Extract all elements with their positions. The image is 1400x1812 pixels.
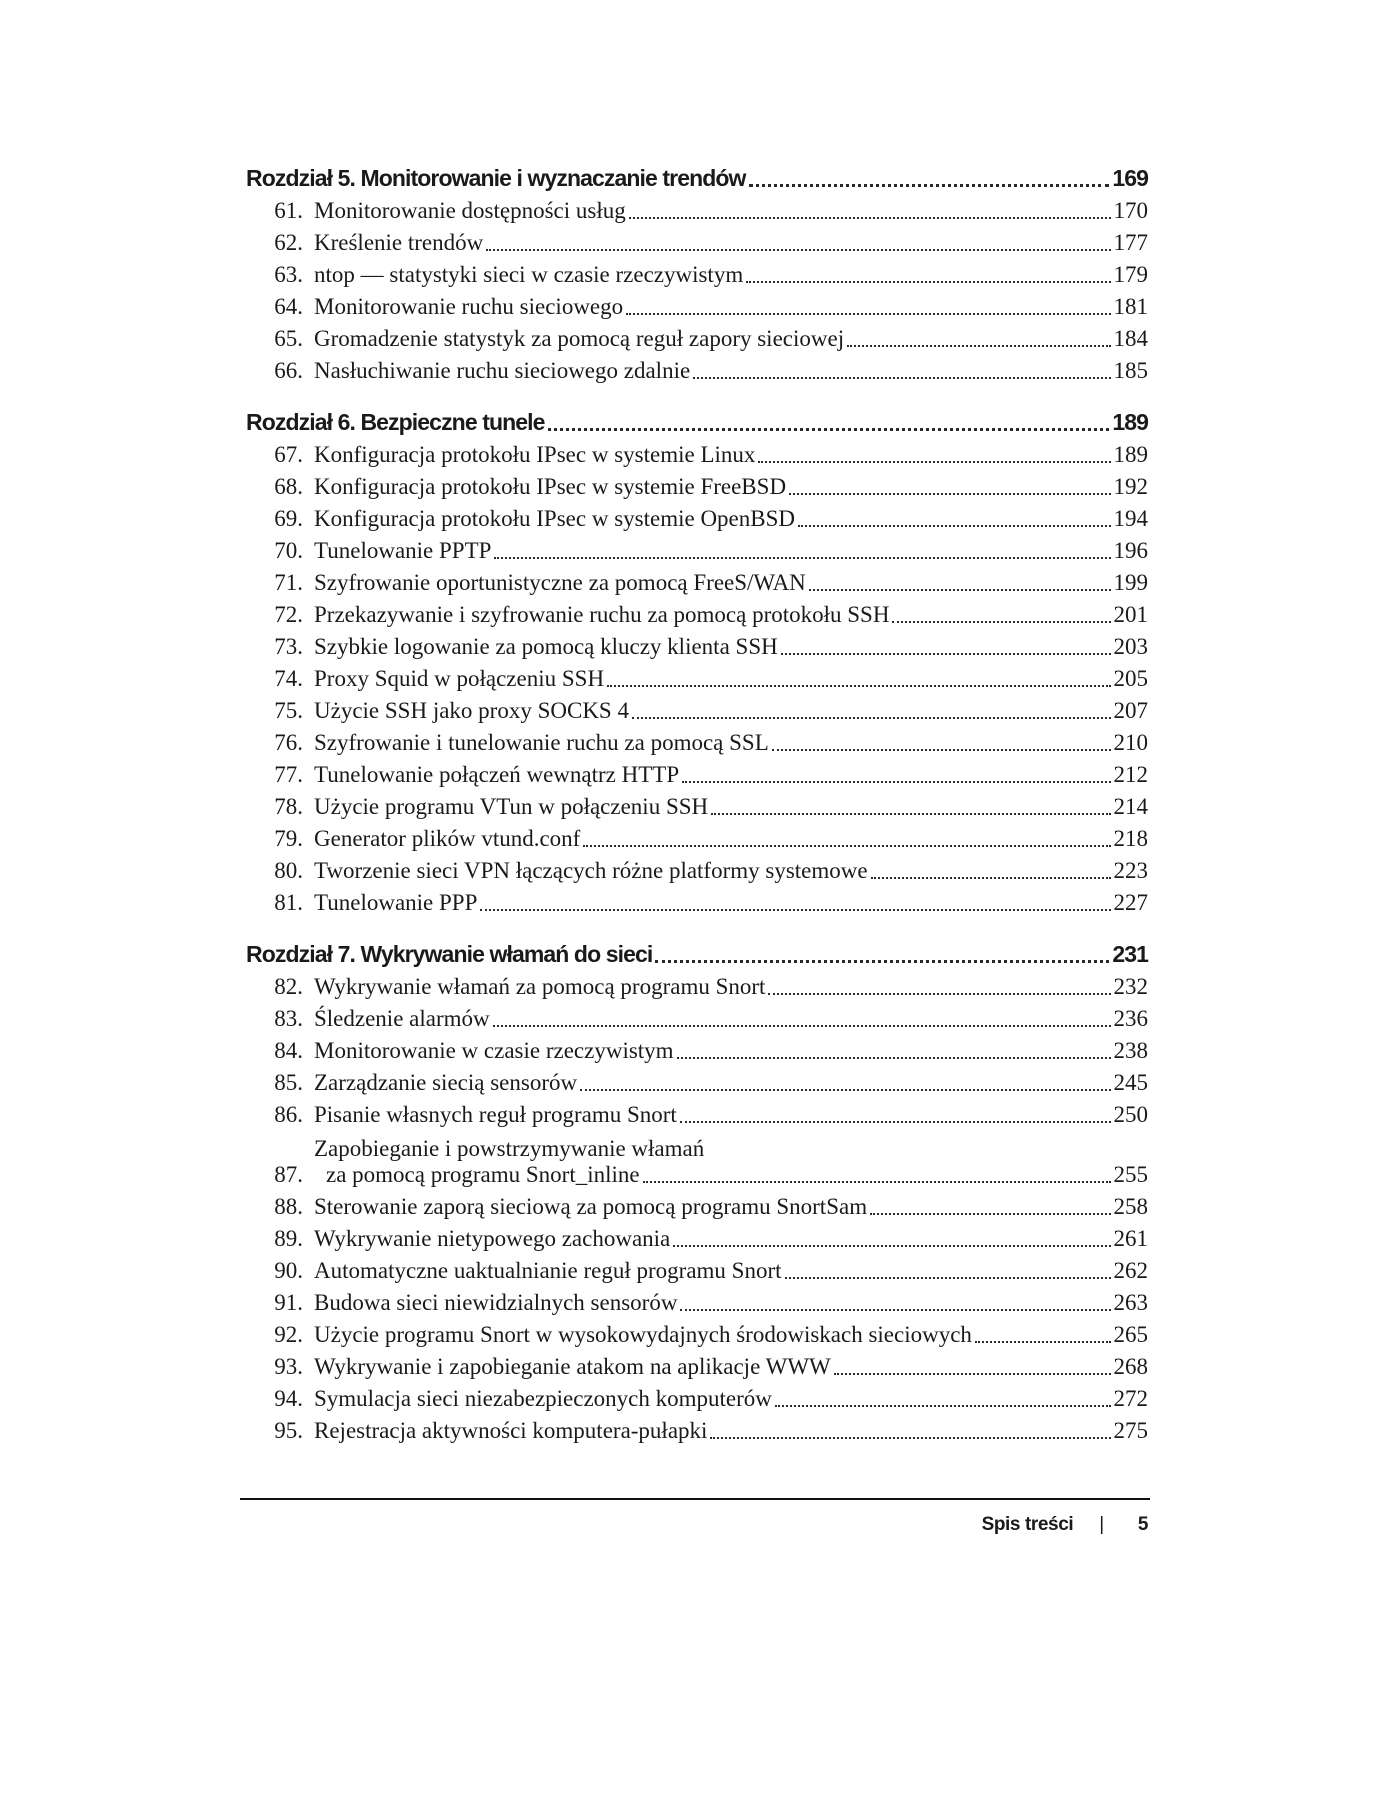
entry-line [314,570,1148,596]
dot-leader [673,1245,1110,1247]
entry-number: 89. [274,1226,303,1251]
entry-body [314,326,1148,352]
entry-number: 91. [274,1290,303,1315]
entry-title: Wykrywanie włamań za pomocą programu Snort [314,974,766,999]
toc-entry[interactable] [246,564,1148,596]
dot-leader [607,685,1110,687]
entry-line [314,1136,1148,1162]
entry-body [314,602,1148,628]
dot-leader [548,428,1110,431]
entry-line [314,358,1148,384]
toc-entry[interactable] [246,1412,1148,1444]
toc-entry[interactable] [246,596,1148,628]
toc-entry[interactable] [246,500,1148,532]
entry-page-number: 196 [1113,538,1148,563]
entry-line [314,538,1148,564]
entry-number: 90. [274,1258,303,1283]
entry-title: Monitorowanie dostępności usług [314,198,626,223]
chapter-page-number: 189 [1112,409,1148,435]
entry-body [314,762,1148,788]
entry-page-number: 194 [1113,506,1148,531]
entry-body [314,1102,1148,1128]
entry-title: Kreślenie trendów [314,230,484,255]
chapter-heading[interactable] [246,938,1148,968]
entry-title: Konfiguracja protokołu IPsec w systemie FreeBSD [314,474,787,499]
entry-page-number: 218 [1113,826,1148,851]
dot-leader [583,845,1110,847]
entry-title: Wykrywanie i zapobieganie atakom na aplikacje WWW [314,1354,831,1379]
entry-page-number: 181 [1113,294,1148,319]
entry-body [314,1290,1148,1316]
entry-body [314,474,1148,500]
entry-number: 70. [274,538,303,563]
entry-number: 81. [274,890,303,915]
dot-leader [486,249,1110,251]
dot-leader [680,1121,1111,1123]
entry-line [314,1162,1148,1188]
toc-entry[interactable] [246,1188,1148,1220]
entry-number: 67. [274,442,303,467]
entry-page-number: 205 [1113,666,1148,691]
entry-number: 62. [274,230,303,255]
toc-entry[interactable] [246,1380,1148,1412]
entry-number: 93. [274,1354,303,1379]
entry-title: Wykrywanie nietypowego zachowania [314,1226,671,1251]
footer-section-title: Spis treści [981,1514,1074,1535]
entry-number: 82. [274,974,303,999]
entry-title-continued: za pomocą programu Snort_inline [326,1162,640,1187]
entry-line [314,1102,1148,1128]
entry-body [314,1386,1148,1412]
entry-body [314,1136,1148,1188]
toc-entry[interactable] [246,468,1148,500]
entry-title: Budowa sieci niewidzialnych sensorów [314,1290,678,1315]
dot-leader [892,621,1110,623]
toc-entry[interactable] [246,1000,1148,1032]
entry-number: 95. [274,1418,303,1443]
entry-body [314,974,1148,1000]
entry-body [314,826,1148,852]
entry-title: Rejestracja aktywności komputera-pułapki [314,1418,708,1443]
page-footer [982,1514,1148,1536]
dot-leader [677,1057,1111,1059]
entry-body [314,1226,1148,1252]
dot-leader [682,781,1110,783]
entry-line [314,506,1148,532]
toc-entry[interactable] [246,968,1148,1000]
entry-page-number: 238 [1113,1038,1148,1063]
entry-page-number: 201 [1113,602,1148,627]
entry-line [314,858,1148,884]
toc-entry[interactable] [246,532,1148,564]
entry-title: Monitorowanie w czasie rzeczywistym [314,1038,674,1063]
toc-entry[interactable] [246,628,1148,660]
entry-number: 92. [274,1322,303,1347]
toc-entry[interactable] [246,352,1148,384]
entry-page-number: 272 [1113,1386,1148,1411]
entry-body [314,890,1148,916]
entry-number: 94. [274,1386,303,1411]
entry-title: Konfiguracja protokołu IPsec w systemie OpenBSD [314,506,796,531]
table-of-contents [246,162,1148,1444]
entry-line [314,1290,1148,1316]
entry-body [314,294,1148,320]
chapter-heading[interactable] [246,406,1148,436]
dot-leader [781,653,1111,655]
entry-page-number: 203 [1113,634,1148,659]
entry-line [314,1226,1148,1252]
dot-leader [775,1405,1111,1407]
entry-title: Użycie programu Snort w wysokowydajnych środowiskach sieciowych [314,1322,972,1347]
entry-page-number: 232 [1113,974,1148,999]
entry-body [314,698,1148,724]
toc-entry[interactable] [246,820,1148,852]
entry-page-number: 210 [1113,730,1148,755]
entry-page-number: 263 [1113,1290,1148,1315]
entry-title: Monitorowanie ruchu sieciowego [314,294,624,319]
dot-leader [749,184,1110,187]
dot-leader [643,1181,1111,1183]
dot-leader [785,1277,1111,1279]
entry-page-number: 177 [1113,230,1148,255]
entry-title: Tworzenie sieci VPN łączących różne platformy systemowe [314,858,868,883]
entry-title: Pisanie własnych reguł programu Snort [314,1102,677,1127]
entry-page-number: 184 [1113,326,1148,351]
dot-leader [870,1213,1110,1215]
entry-page-number: 189 [1113,442,1148,467]
entry-title: Proxy Squid w połączeniu SSH [314,666,605,691]
entry-title: Użycie programu VTun w połączeniu SSH [314,794,709,819]
entry-number: 68. [274,474,303,499]
toc-entry[interactable] [246,1128,1148,1188]
entry-title: Nasłuchiwanie ruchu sieciowego zdalnie [314,358,691,383]
entry-line [314,890,1148,916]
dot-leader [655,960,1109,963]
entry-body [314,1070,1148,1096]
entry-page-number: 236 [1113,1006,1148,1031]
entry-page-number: 207 [1113,698,1148,723]
entry-number: 88. [274,1194,303,1219]
entry-body [314,358,1148,384]
entry-title: Generator plików vtund.conf [314,826,581,851]
entry-title: Szybkie logowanie za pomocą kluczy klienta SSH [314,634,778,659]
entry-body [314,198,1148,224]
entry-title: Przekazywanie i szyfrowanie ruchu za pomocą protokołu SSH [314,602,890,627]
entry-line [314,294,1148,320]
entry-number: 66. [274,358,303,383]
entry-number: 71. [274,570,303,595]
entry-body [314,1038,1148,1064]
entry-body [314,730,1148,756]
entry-body [314,1354,1148,1380]
entry-body [314,1194,1148,1220]
dot-leader [834,1373,1111,1375]
entry-line [314,634,1148,660]
entry-number: 83. [274,1006,303,1031]
footer-page-number: 5 [1137,1514,1148,1535]
entry-line [314,602,1148,628]
entry-page-number: 223 [1113,858,1148,883]
entry-page-number: 192 [1113,474,1148,499]
toc-entry[interactable] [246,320,1148,352]
entry-page-number: 261 [1113,1226,1148,1251]
toc-entry[interactable] [246,660,1148,692]
entry-body [314,442,1148,468]
entry-line [314,1354,1148,1380]
toc-entry[interactable] [246,884,1148,916]
entry-number: 75. [274,698,303,723]
entry-title: Automatyczne uaktualnianie reguł programu Snort [314,1258,782,1283]
entry-line [314,762,1148,788]
entry-title: ntop — statystyki sieci w czasie rzeczywistym [314,262,744,287]
entry-body [314,1258,1148,1284]
entry-number: 86. [274,1102,303,1127]
toc-entry[interactable] [246,1032,1148,1064]
entry-number: 76. [274,730,303,755]
entry-page-number: 227 [1113,890,1148,915]
footer-separator: | [1099,1514,1104,1535]
entry-number: 79. [274,826,303,851]
entry-body [314,570,1148,596]
toc-entry[interactable] [246,436,1148,468]
entry-number: 65. [274,326,303,351]
entry-page-number: 250 [1113,1102,1148,1127]
entry-body [314,506,1148,532]
entry-number: 84. [274,1038,303,1063]
toc-entry[interactable] [246,852,1148,884]
dot-leader [626,313,1110,315]
chapter-heading[interactable] [246,162,1148,192]
chapter-title: Rozdział 6. Bezpieczne tunele [246,409,545,435]
dot-leader [758,461,1110,463]
entry-body [314,858,1148,884]
dot-leader [798,525,1110,527]
dot-leader [693,377,1110,379]
entry-page-number: 214 [1113,794,1148,819]
entry-body [314,1322,1148,1348]
entry-page-number: 258 [1113,1194,1148,1219]
toc-entry[interactable] [246,1220,1148,1252]
entry-number: 78. [274,794,303,819]
toc-entry[interactable] [246,192,1148,224]
entry-line [314,1322,1148,1348]
entry-number: 77. [274,762,303,787]
dot-leader [772,749,1111,751]
dot-leader [632,717,1111,719]
entry-number: 69. [274,506,303,531]
entry-title: Tunelowanie PPP [314,890,478,915]
entry-number: 85. [274,1070,303,1095]
dot-leader [746,281,1110,283]
entry-line [314,326,1148,352]
entry-line [314,442,1148,468]
dot-leader [680,1309,1110,1311]
entry-body [314,538,1148,564]
entry-number: 63. [274,262,303,287]
entry-page-number: 170 [1113,198,1148,223]
entry-body [314,634,1148,660]
entry-page-number: 275 [1113,1418,1148,1443]
entry-line [314,1038,1148,1064]
toc-entry[interactable] [246,1064,1148,1096]
entry-line [314,1386,1148,1412]
toc-entry[interactable] [246,1316,1148,1348]
toc-entry[interactable] [246,756,1148,788]
entry-page-number: 268 [1113,1354,1148,1379]
entry-number: 64. [274,294,303,319]
dot-leader [809,589,1111,591]
entry-title: Zarządzanie siecią sensorów [314,1070,578,1095]
dot-leader [871,877,1111,879]
entry-line [314,230,1148,256]
entry-line [314,262,1148,288]
entry-title: Konfiguracja protokołu IPsec w systemie Linux [314,442,756,467]
toc-entry[interactable] [246,692,1148,724]
entry-title: Tunelowanie PPTP [314,538,492,563]
chapter-page-number: 169 [1112,165,1148,191]
entry-page-number: 265 [1113,1322,1148,1347]
entry-title: Sterowanie zaporą sieciową za pomocą programu SnortSam [314,1194,868,1219]
chapter-title: Rozdział 7. Wykrywanie włamań do sieci [246,941,653,967]
entry-line [314,1194,1148,1220]
entry-body [314,666,1148,692]
dot-leader [580,1089,1110,1091]
entry-line [314,974,1148,1000]
entry-line [314,794,1148,820]
entry-line [314,198,1148,224]
entry-body [314,1006,1148,1032]
toc-entry[interactable] [246,256,1148,288]
entry-line [314,1258,1148,1284]
entry-title: Zapobieganie i powstrzymywanie włamań [314,1136,705,1161]
chapter-title: Rozdział 5. Monitorowanie i wyznaczanie trendów [246,165,746,191]
dot-leader [494,557,1110,559]
entry-title: Szyfrowanie oportunistyczne za pomocą FreeS/WAN [314,570,806,595]
entry-body [314,1418,1148,1444]
chapter-page-number: 231 [1112,941,1148,967]
entry-body [314,262,1148,288]
toc-entry[interactable] [246,224,1148,256]
dot-leader [711,813,1110,815]
entry-number: 80. [274,858,303,883]
entry-title: Symulacja sieci niezabezpieczonych komputerów [314,1386,772,1411]
entry-line [314,1006,1148,1032]
entry-title: Gromadzenie statystyk za pomocą reguł zapory sieciowej [314,326,845,351]
footer-rule [240,1498,1150,1500]
dot-leader [975,1341,1111,1343]
entry-number: 73. [274,634,303,659]
entry-line [314,698,1148,724]
entry-page-number: 179 [1113,262,1148,287]
toc-entry[interactable] [246,1348,1148,1380]
entry-page-number: 245 [1113,1070,1148,1095]
toc-entry[interactable] [246,1096,1148,1128]
toc-entry[interactable] [246,1284,1148,1316]
entry-title: Tunelowanie połączeń wewnątrz HTTP [314,762,680,787]
dot-leader [847,345,1110,347]
dot-leader [493,1025,1111,1027]
toc-entry[interactable] [246,1252,1148,1284]
dot-leader [710,1437,1110,1439]
entry-number: 61. [274,198,303,223]
entry-line [314,826,1148,852]
dot-leader [629,217,1111,219]
entry-number: 87. [274,1162,303,1187]
entry-line [314,666,1148,692]
toc-entry[interactable] [246,724,1148,756]
entry-page-number: 255 [1113,1162,1148,1187]
toc-entry[interactable] [246,288,1148,320]
entry-page-number: 185 [1113,358,1148,383]
entry-line [314,730,1148,756]
dot-leader [480,909,1110,911]
entry-body [314,794,1148,820]
entry-number: 74. [274,666,303,691]
entry-title: Szyfrowanie i tunelowanie ruchu za pomocą SSL [314,730,769,755]
entry-title: Użycie SSH jako proxy SOCKS 4 [314,698,629,723]
entry-line [314,1070,1148,1096]
entry-number: 72. [274,602,303,627]
toc-entry[interactable] [246,788,1148,820]
entry-line [314,474,1148,500]
entry-page-number: 199 [1113,570,1148,595]
dot-leader [789,493,1110,495]
entry-page-number: 262 [1113,1258,1148,1283]
entry-page-number: 212 [1113,762,1148,787]
entry-title: Śledzenie alarmów [314,1006,490,1031]
entry-body [314,230,1148,256]
entry-line [314,1418,1148,1444]
dot-leader [768,993,1110,995]
